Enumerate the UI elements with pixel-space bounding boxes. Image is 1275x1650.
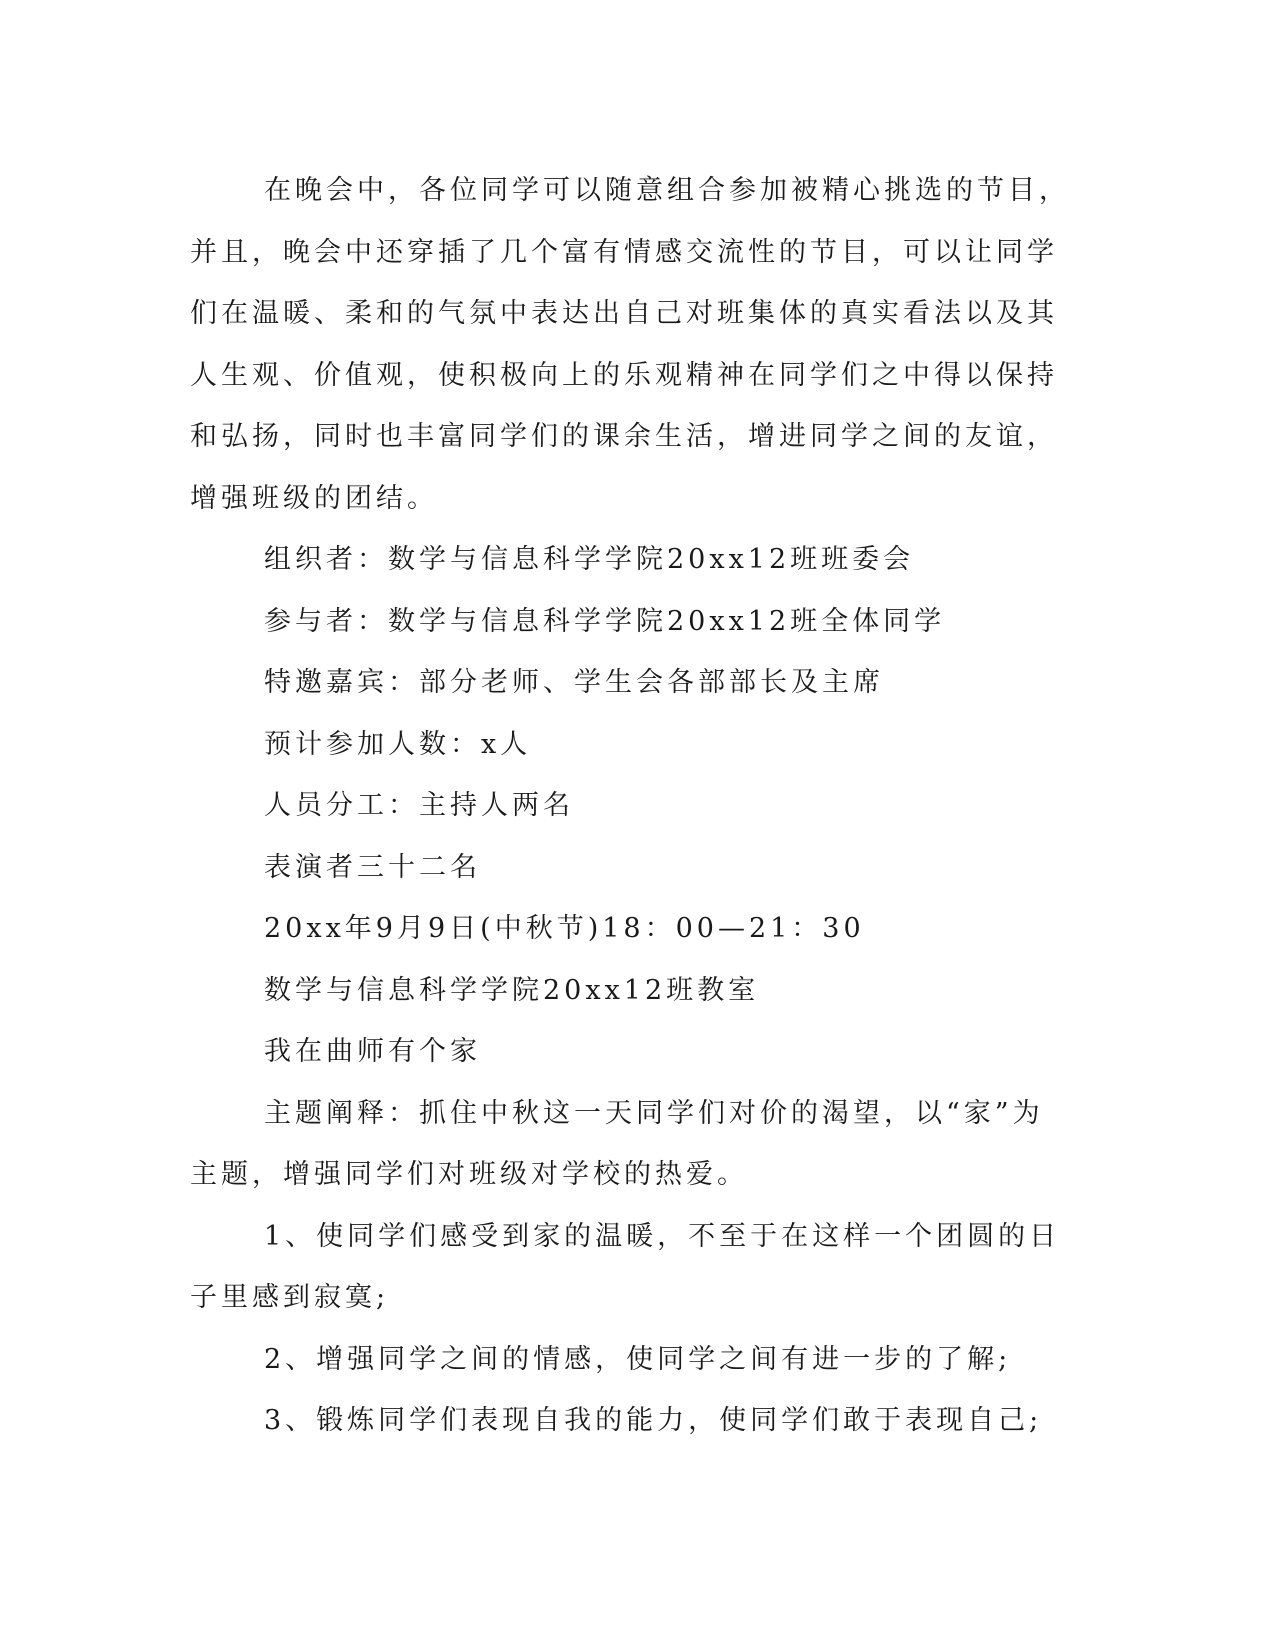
- document-body: [190, 160, 1070, 1452]
- theme-title-line: 我在曲师有个家: [264, 1036, 481, 1067]
- goal-3-line: 3、锻炼同学们表现自我的能力，使同学们敢于表现自己;: [264, 1405, 1043, 1436]
- staff-division-line: 人员分工：主持人两名: [264, 790, 574, 821]
- goal-2-line: 2、增强同学之间的情感，使同学之间有进一步的了解;: [264, 1343, 1012, 1375]
- organizer-line: 组织者：数学与信息科学学院20xx12班班委会: [264, 544, 915, 575]
- expected-attendance-line: 预计参加人数：x人: [264, 728, 532, 760]
- location-line: 数学与信息科学学院20xx12班教室: [264, 974, 760, 1006]
- intro-paragraph: 在晚会中，各位同学可以随意组合参加被精心挑选的节目，并且，晚会中还穿插了几个富有情感交流性的节目，可以让同学们在温暖、柔和的气氛中表达出自己对班集体的真实看法以及其人生观、价值观，使积极向上的乐观精神在同学们之中得以保持和弘扬，同时也丰富同学们的课余生活，增进同学之间的友谊，增强班级的团结。: [190, 175, 1070, 514]
- goal-1-paragraph: 1、使同学们感受到家的温暖，不至于在这样一个团圆的日子里感到寂寞;: [190, 1220, 1061, 1313]
- participants-line: 参与者：数学与信息科学学院20xx12班全体同学: [264, 605, 946, 637]
- special-guests-line: 特邀嘉宾：部分老师、学生会各部部长及主席: [264, 667, 884, 698]
- date-time-line: 20xx年9月9日(中秋节)18：00—21：30: [264, 913, 865, 944]
- performers-line: 表演者三十二名: [264, 851, 481, 883]
- theme-explanation-paragraph: 主题阐释：抓住中秋这一天同学们对价的渴望，以“家”为主题，增强同学们对班级对学校的热爱。: [190, 1097, 1044, 1190]
